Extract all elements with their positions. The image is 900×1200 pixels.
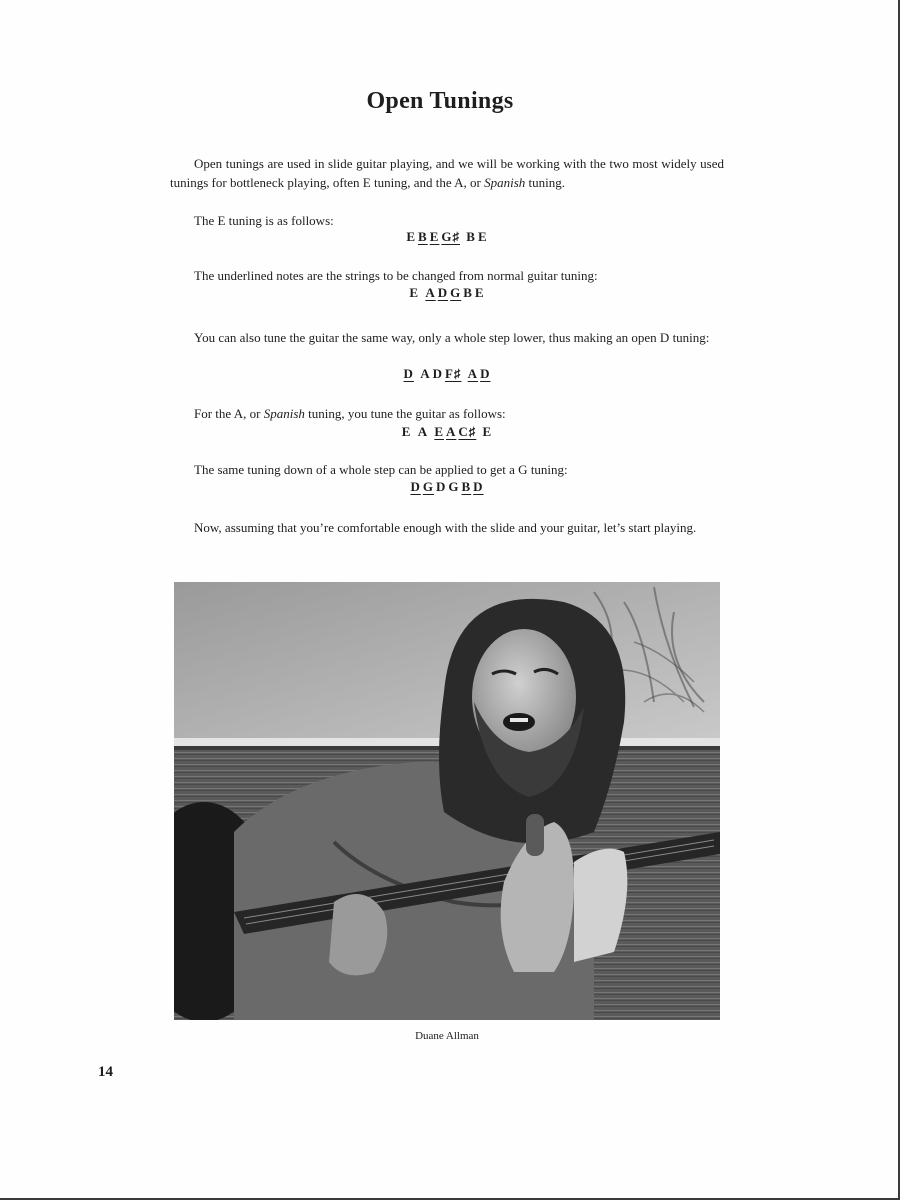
note-changed: F♯ bbox=[444, 366, 462, 381]
intro-italic-spanish: Spanish bbox=[484, 175, 526, 190]
note-changed: C♯ bbox=[458, 424, 477, 439]
note: B bbox=[463, 285, 473, 300]
note-changed: A bbox=[467, 366, 479, 381]
a-tuning-text-end: tuning, you tune the guitar as follows: bbox=[304, 406, 506, 421]
page-title: Open Tunings bbox=[366, 88, 514, 114]
note-changed: E bbox=[429, 229, 440, 244]
note-changed: D bbox=[403, 366, 414, 381]
e-tuning-intro: The E tuning is as follows: bbox=[194, 213, 334, 228]
note: A bbox=[420, 366, 431, 381]
guitarist-photo-illustration bbox=[174, 582, 720, 1020]
note: D bbox=[435, 479, 447, 494]
underlined-notes-explanation: The underlined notes are the strings to be changed from normal guitar tuning: bbox=[194, 268, 598, 283]
a-tuning-text-start: For the A, or bbox=[194, 406, 264, 421]
note: G bbox=[448, 479, 460, 494]
note: D bbox=[432, 366, 443, 381]
note: E bbox=[409, 285, 420, 300]
g-tuning-paragraph: The same tuning down of a whole step can be applied to get a G tuning: bbox=[194, 462, 568, 477]
d-tuning-paragraph: You can also tune the guitar the same way, only a whole step lower, thus making an open D tuning: bbox=[194, 330, 710, 345]
note-changed: D bbox=[473, 479, 484, 494]
note: B bbox=[466, 229, 476, 244]
note-changed: G bbox=[450, 285, 462, 300]
guitarist-photo bbox=[174, 582, 720, 1020]
note: E bbox=[482, 424, 493, 439]
note-changed: A bbox=[446, 424, 457, 439]
note: E bbox=[474, 285, 485, 300]
photo-caption: Duane Allman bbox=[415, 1030, 479, 1042]
note-changed: G♯ bbox=[441, 229, 461, 244]
intro-paragraph bbox=[170, 154, 724, 192]
note-changed: E bbox=[434, 424, 445, 439]
open-e-tuning-notes bbox=[170, 229, 724, 245]
open-a-tuning-notes bbox=[170, 424, 724, 440]
note-changed: B bbox=[461, 479, 472, 494]
note: E bbox=[401, 424, 412, 439]
note-changed: B bbox=[418, 229, 428, 244]
note-changed: A bbox=[425, 285, 436, 300]
note: E bbox=[406, 229, 417, 244]
note-changed: D bbox=[437, 285, 449, 300]
closing-paragraph: Now, assuming that you’re comfortable enough with the slide and your guitar, let’s start playing. bbox=[194, 520, 697, 535]
note-changed: D bbox=[410, 479, 421, 494]
note: A bbox=[417, 424, 429, 439]
note: E bbox=[477, 229, 488, 244]
note-changed: G bbox=[422, 479, 434, 494]
note-changed: D bbox=[480, 366, 491, 381]
intro-text-end: tuning. bbox=[525, 175, 566, 190]
a-tuning-italic-spanish: Spanish bbox=[263, 406, 305, 421]
open-g-tuning-notes bbox=[170, 479, 724, 495]
standard-tuning-notes bbox=[170, 285, 724, 301]
open-d-tuning-notes bbox=[170, 366, 724, 382]
page-number: 14 bbox=[98, 1064, 113, 1080]
intro-text-start: Open tunings are used in slide guitar playing, and we will be working with the two most widely used tunings for bottleneck playing, often E tuning, and the A, or bbox=[170, 156, 724, 190]
a-tuning-intro bbox=[170, 404, 724, 423]
